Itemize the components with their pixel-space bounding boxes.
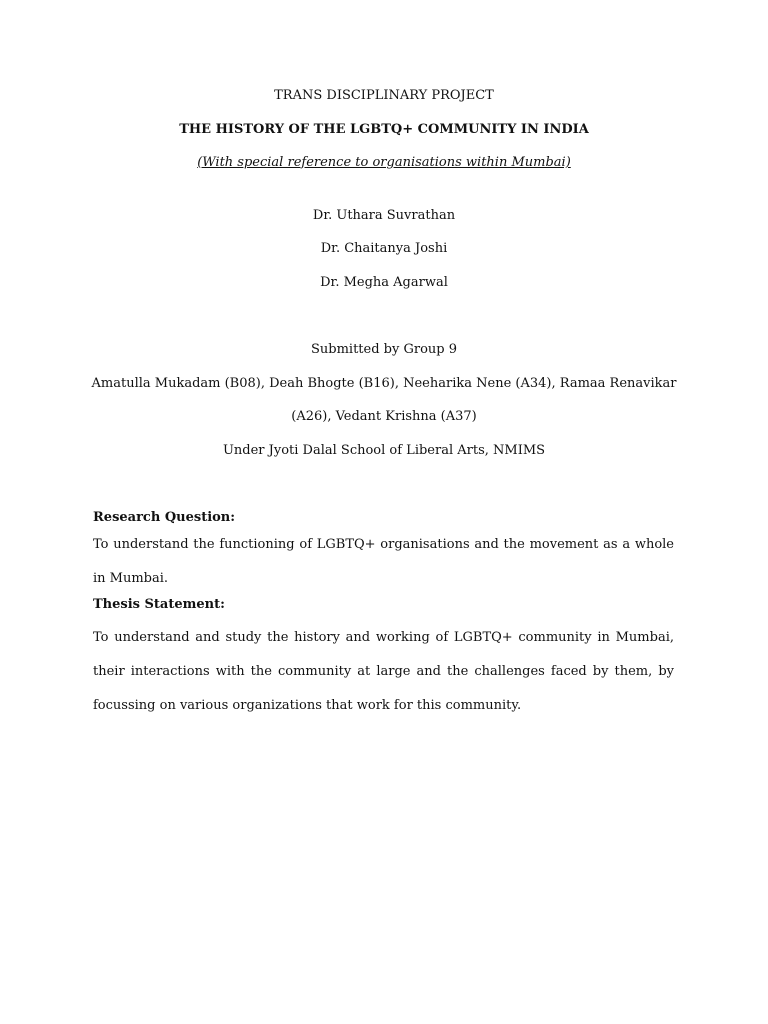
group-members-line-1: Amatulla Mukadam (B08), Deah Bhogte (B16), Neeharika Nene (A34), Ramaa Renavikar <box>91 376 677 391</box>
research-question-text: To understand the functioning of LGBTQ+ organisations and the movement as a whole in Mumbai. <box>93 537 674 586</box>
research-question-heading: Research Question: <box>93 510 236 525</box>
document-title: THE HISTORY OF THE LGBTQ+ COMMUNITY IN INDIA <box>179 122 589 137</box>
faculty-name: Dr. Megha Agarwal <box>320 275 448 290</box>
thesis-statement-heading: Thesis Statement: <box>93 597 225 612</box>
document-subtitle: (With special reference to organisations within Mumbai) <box>197 155 571 170</box>
group-members-line-2: (A26), Vedant Krishna (A37) <box>291 409 477 424</box>
project-type: TRANS DISCIPLINARY PROJECT <box>274 88 494 103</box>
faculty-name: Dr. Chaitanya Joshi <box>320 241 448 256</box>
thesis-statement-text: To understand and study the history and working of LGBTQ+ community in Mumbai, their interactions with the community at large and the challenges faced by them, by focussing on various organizations that work for this community. <box>93 630 674 713</box>
submitted-by: Submitted by Group 9 <box>310 342 457 357</box>
faculty-name: Dr. Uthara Suvrathan <box>312 208 456 223</box>
institution: Under Jyoti Dalal School of Liberal Arts, NMIMS <box>222 443 546 458</box>
